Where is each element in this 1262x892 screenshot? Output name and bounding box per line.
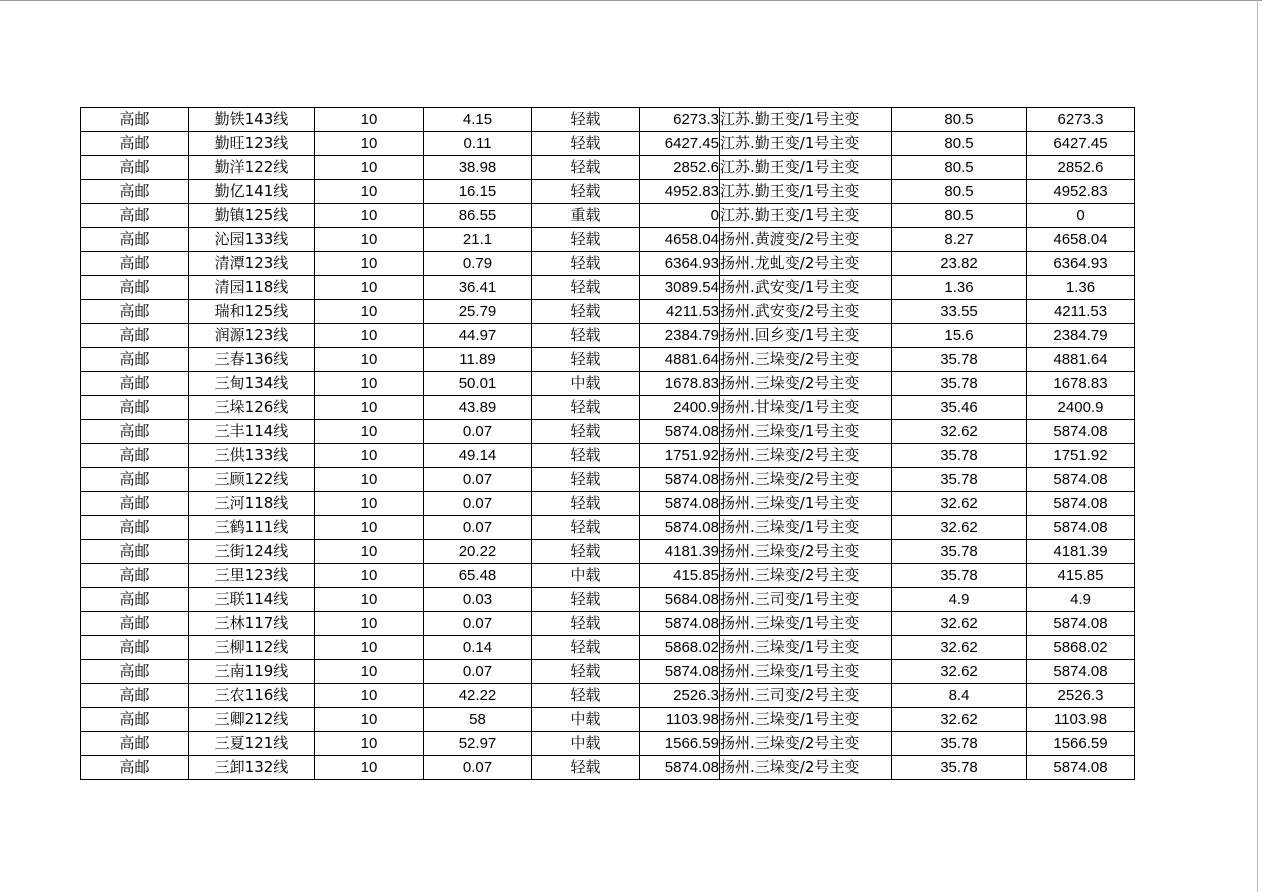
load-status-cell[interactable]: 轻载 bbox=[532, 228, 640, 252]
city-cell[interactable]: 高邮 bbox=[81, 108, 189, 132]
capacity-cell[interactable]: 4658.04 bbox=[640, 228, 720, 252]
value-cell[interactable]: 4881.64 bbox=[1027, 348, 1135, 372]
line-name-cell[interactable]: 勤亿141线 bbox=[189, 180, 315, 204]
line-name-cell[interactable]: 清园118线 bbox=[189, 276, 315, 300]
voltage-cell[interactable]: 10 bbox=[315, 276, 424, 300]
length-cell[interactable]: 86.55 bbox=[424, 204, 532, 228]
page-right-border bbox=[1257, 0, 1258, 892]
rate-cell[interactable]: 15.6 bbox=[892, 324, 1027, 348]
voltage-cell[interactable]: 10 bbox=[315, 228, 424, 252]
voltage-cell[interactable]: 10 bbox=[315, 564, 424, 588]
substation-cell[interactable]: 扬州.三垛变/2号主变 bbox=[720, 540, 892, 564]
capacity-cell[interactable]: 2384.79 bbox=[640, 324, 720, 348]
capacity-cell[interactable]: 4952.83 bbox=[640, 180, 720, 204]
voltage-cell[interactable]: 10 bbox=[315, 108, 424, 132]
value-cell[interactable]: 4211.53 bbox=[1027, 300, 1135, 324]
city-cell[interactable]: 高邮 bbox=[81, 228, 189, 252]
length-cell[interactable]: 0.07 bbox=[424, 660, 532, 684]
value-cell[interactable]: 2852.6 bbox=[1027, 156, 1135, 180]
load-status-cell[interactable]: 轻载 bbox=[532, 420, 640, 444]
value-cell[interactable]: 5868.02 bbox=[1027, 636, 1135, 660]
city-cell[interactable]: 高邮 bbox=[81, 396, 189, 420]
load-status-cell[interactable]: 轻载 bbox=[532, 468, 640, 492]
voltage-cell[interactable]: 10 bbox=[315, 420, 424, 444]
voltage-cell[interactable]: 10 bbox=[315, 588, 424, 612]
capacity-cell[interactable]: 5874.08 bbox=[640, 420, 720, 444]
load-status-cell[interactable]: 轻载 bbox=[532, 492, 640, 516]
voltage-cell[interactable]: 10 bbox=[315, 372, 424, 396]
capacity-cell[interactable]: 5868.02 bbox=[640, 636, 720, 660]
length-cell[interactable]: 0.79 bbox=[424, 252, 532, 276]
rate-cell[interactable]: 35.78 bbox=[892, 348, 1027, 372]
line-name-cell[interactable]: 沁园133线 bbox=[189, 228, 315, 252]
value-cell[interactable]: 1751.92 bbox=[1027, 444, 1135, 468]
substation-cell[interactable]: 扬州.三垛变/2号主变 bbox=[720, 444, 892, 468]
capacity-cell[interactable]: 4181.39 bbox=[640, 540, 720, 564]
line-name-cell[interactable]: 清潭123线 bbox=[189, 252, 315, 276]
load-status-cell[interactable]: 轻载 bbox=[532, 588, 640, 612]
substation-cell[interactable]: 扬州.三垛变/1号主变 bbox=[720, 636, 892, 660]
line-name-cell[interactable]: 三春136线 bbox=[189, 348, 315, 372]
voltage-cell[interactable]: 10 bbox=[315, 204, 424, 228]
capacity-cell[interactable]: 5874.08 bbox=[640, 756, 720, 780]
table-row[interactable] bbox=[81, 276, 1135, 300]
voltage-cell[interactable]: 10 bbox=[315, 324, 424, 348]
substation-cell[interactable]: 扬州.三司变/2号主变 bbox=[720, 684, 892, 708]
table-row[interactable] bbox=[81, 132, 1135, 156]
voltage-cell[interactable]: 10 bbox=[315, 396, 424, 420]
rate-cell[interactable]: 35.78 bbox=[892, 372, 1027, 396]
value-cell[interactable]: 4.9 bbox=[1027, 588, 1135, 612]
voltage-cell[interactable]: 10 bbox=[315, 444, 424, 468]
load-status-cell[interactable]: 中载 bbox=[532, 732, 640, 756]
line-name-cell[interactable]: 三垛126线 bbox=[189, 396, 315, 420]
length-cell[interactable]: 25.79 bbox=[424, 300, 532, 324]
capacity-cell[interactable]: 1103.98 bbox=[640, 708, 720, 732]
value-cell[interactable]: 0 bbox=[1027, 204, 1135, 228]
load-status-cell[interactable]: 轻载 bbox=[532, 108, 640, 132]
length-cell[interactable]: 11.89 bbox=[424, 348, 532, 372]
value-cell[interactable]: 2400.9 bbox=[1027, 396, 1135, 420]
rate-cell[interactable]: 35.78 bbox=[892, 444, 1027, 468]
length-cell[interactable]: 49.14 bbox=[424, 444, 532, 468]
value-cell[interactable]: 1.36 bbox=[1027, 276, 1135, 300]
line-name-cell[interactable]: 三供133线 bbox=[189, 444, 315, 468]
rate-cell[interactable]: 35.78 bbox=[892, 732, 1027, 756]
substation-cell[interactable]: 江苏.勤王变/1号主变 bbox=[720, 108, 892, 132]
capacity-cell[interactable]: 5874.08 bbox=[640, 516, 720, 540]
city-cell[interactable]: 高邮 bbox=[81, 660, 189, 684]
city-cell[interactable]: 高邮 bbox=[81, 564, 189, 588]
length-cell[interactable]: 4.15 bbox=[424, 108, 532, 132]
value-cell[interactable]: 4658.04 bbox=[1027, 228, 1135, 252]
table-row[interactable] bbox=[81, 564, 1135, 588]
capacity-cell[interactable]: 2400.9 bbox=[640, 396, 720, 420]
value-cell[interactable]: 5874.08 bbox=[1027, 516, 1135, 540]
substation-cell[interactable]: 扬州.三垛变/1号主变 bbox=[720, 516, 892, 540]
length-cell[interactable]: 50.01 bbox=[424, 372, 532, 396]
length-cell[interactable]: 0.07 bbox=[424, 492, 532, 516]
city-cell[interactable]: 高邮 bbox=[81, 300, 189, 324]
line-name-cell[interactable]: 三河118线 bbox=[189, 492, 315, 516]
load-status-cell[interactable]: 轻载 bbox=[532, 756, 640, 780]
voltage-cell[interactable]: 10 bbox=[315, 660, 424, 684]
length-cell[interactable]: 0.07 bbox=[424, 612, 532, 636]
voltage-cell[interactable]: 10 bbox=[315, 300, 424, 324]
length-cell[interactable]: 42.22 bbox=[424, 684, 532, 708]
load-status-cell[interactable]: 中载 bbox=[532, 708, 640, 732]
substation-cell[interactable]: 扬州.三垛变/1号主变 bbox=[720, 660, 892, 684]
substation-cell[interactable]: 扬州.武安变/2号主变 bbox=[720, 300, 892, 324]
city-cell[interactable]: 高邮 bbox=[81, 732, 189, 756]
capacity-cell[interactable]: 6273.3 bbox=[640, 108, 720, 132]
substation-cell[interactable]: 扬州.三垛变/1号主变 bbox=[720, 420, 892, 444]
city-cell[interactable]: 高邮 bbox=[81, 420, 189, 444]
length-cell[interactable]: 20.22 bbox=[424, 540, 532, 564]
city-cell[interactable]: 高邮 bbox=[81, 444, 189, 468]
voltage-cell[interactable]: 10 bbox=[315, 636, 424, 660]
load-status-cell[interactable]: 轻载 bbox=[532, 348, 640, 372]
line-name-cell[interactable]: 三柳112线 bbox=[189, 636, 315, 660]
table-row[interactable] bbox=[81, 444, 1135, 468]
length-cell[interactable]: 0.14 bbox=[424, 636, 532, 660]
voltage-cell[interactable]: 10 bbox=[315, 492, 424, 516]
length-cell[interactable]: 65.48 bbox=[424, 564, 532, 588]
substation-cell[interactable]: 江苏.勤王变/1号主变 bbox=[720, 156, 892, 180]
table-row[interactable] bbox=[81, 156, 1135, 180]
voltage-cell[interactable]: 10 bbox=[315, 468, 424, 492]
load-status-cell[interactable]: 轻载 bbox=[532, 276, 640, 300]
load-status-cell[interactable]: 轻载 bbox=[532, 252, 640, 276]
capacity-cell[interactable]: 5874.08 bbox=[640, 660, 720, 684]
capacity-cell[interactable]: 4881.64 bbox=[640, 348, 720, 372]
rate-cell[interactable]: 35.78 bbox=[892, 468, 1027, 492]
table-row[interactable] bbox=[81, 108, 1135, 132]
rate-cell[interactable]: 32.62 bbox=[892, 708, 1027, 732]
line-name-cell[interactable]: 瑞和125线 bbox=[189, 300, 315, 324]
load-status-cell[interactable]: 轻载 bbox=[532, 612, 640, 636]
substation-cell[interactable]: 扬州.回乡变/1号主变 bbox=[720, 324, 892, 348]
voltage-cell[interactable]: 10 bbox=[315, 516, 424, 540]
value-cell[interactable]: 5874.08 bbox=[1027, 468, 1135, 492]
rate-cell[interactable]: 35.78 bbox=[892, 564, 1027, 588]
table-row[interactable] bbox=[81, 204, 1135, 228]
rate-cell[interactable]: 32.62 bbox=[892, 636, 1027, 660]
voltage-cell[interactable]: 10 bbox=[315, 708, 424, 732]
table-row[interactable] bbox=[81, 228, 1135, 252]
line-name-cell[interactable]: 三甸134线 bbox=[189, 372, 315, 396]
capacity-cell[interactable]: 1678.83 bbox=[640, 372, 720, 396]
capacity-cell[interactable]: 1566.59 bbox=[640, 732, 720, 756]
substation-cell[interactable]: 江苏.勤王变/1号主变 bbox=[720, 132, 892, 156]
load-status-cell[interactable]: 轻载 bbox=[532, 636, 640, 660]
city-cell[interactable]: 高邮 bbox=[81, 348, 189, 372]
city-cell[interactable]: 高邮 bbox=[81, 132, 189, 156]
city-cell[interactable]: 高邮 bbox=[81, 204, 189, 228]
line-name-cell[interactable]: 勤洋122线 bbox=[189, 156, 315, 180]
value-cell[interactable]: 4952.83 bbox=[1027, 180, 1135, 204]
table-row[interactable] bbox=[81, 660, 1135, 684]
substation-cell[interactable]: 扬州.三司变/1号主变 bbox=[720, 588, 892, 612]
capacity-cell[interactable]: 1751.92 bbox=[640, 444, 720, 468]
load-status-cell[interactable]: 中载 bbox=[532, 564, 640, 588]
city-cell[interactable]: 高邮 bbox=[81, 252, 189, 276]
substation-cell[interactable]: 扬州.三垛变/1号主变 bbox=[720, 492, 892, 516]
line-name-cell[interactable]: 三卸132线 bbox=[189, 756, 315, 780]
load-status-cell[interactable]: 轻载 bbox=[532, 684, 640, 708]
substation-cell[interactable]: 扬州.三垛变/1号主变 bbox=[720, 708, 892, 732]
line-name-cell[interactable]: 三卿212线 bbox=[189, 708, 315, 732]
page-top-border bbox=[0, 0, 1262, 1]
load-status-cell[interactable]: 重载 bbox=[532, 204, 640, 228]
rate-cell[interactable]: 80.5 bbox=[892, 108, 1027, 132]
length-cell[interactable]: 38.98 bbox=[424, 156, 532, 180]
substation-cell[interactable]: 扬州.三垛变/2号主变 bbox=[720, 348, 892, 372]
load-status-cell[interactable]: 轻载 bbox=[532, 324, 640, 348]
length-cell[interactable]: 0.07 bbox=[424, 468, 532, 492]
rate-cell[interactable]: 32.62 bbox=[892, 660, 1027, 684]
city-cell[interactable]: 高邮 bbox=[81, 180, 189, 204]
city-cell[interactable]: 高邮 bbox=[81, 372, 189, 396]
city-cell[interactable]: 高邮 bbox=[81, 588, 189, 612]
value-cell[interactable]: 6273.3 bbox=[1027, 108, 1135, 132]
load-status-cell[interactable]: 轻载 bbox=[532, 396, 640, 420]
rate-cell[interactable]: 80.5 bbox=[892, 204, 1027, 228]
table-row[interactable] bbox=[81, 732, 1135, 756]
rate-cell[interactable]: 4.9 bbox=[892, 588, 1027, 612]
city-cell[interactable]: 高邮 bbox=[81, 324, 189, 348]
voltage-cell[interactable]: 10 bbox=[315, 732, 424, 756]
substation-cell[interactable]: 扬州.三垛变/2号主变 bbox=[720, 732, 892, 756]
line-name-cell[interactable]: 三丰114线 bbox=[189, 420, 315, 444]
length-cell[interactable]: 52.97 bbox=[424, 732, 532, 756]
table-row[interactable] bbox=[81, 252, 1135, 276]
table-row[interactable] bbox=[81, 492, 1135, 516]
table-row[interactable] bbox=[81, 756, 1135, 780]
rate-cell[interactable]: 32.62 bbox=[892, 492, 1027, 516]
length-cell[interactable]: 43.89 bbox=[424, 396, 532, 420]
table-row[interactable] bbox=[81, 708, 1135, 732]
rate-cell[interactable]: 8.27 bbox=[892, 228, 1027, 252]
city-cell[interactable]: 高邮 bbox=[81, 492, 189, 516]
table-row[interactable] bbox=[81, 372, 1135, 396]
voltage-cell[interactable]: 10 bbox=[315, 612, 424, 636]
table-body bbox=[81, 108, 1135, 780]
line-name-cell[interactable]: 勤旺123线 bbox=[189, 132, 315, 156]
voltage-cell[interactable]: 10 bbox=[315, 156, 424, 180]
table-row[interactable] bbox=[81, 300, 1135, 324]
line-name-cell[interactable]: 三林117线 bbox=[189, 612, 315, 636]
rate-cell[interactable]: 32.62 bbox=[892, 612, 1027, 636]
voltage-cell[interactable]: 10 bbox=[315, 540, 424, 564]
load-status-cell[interactable]: 轻载 bbox=[532, 132, 640, 156]
value-cell[interactable]: 2384.79 bbox=[1027, 324, 1135, 348]
rate-cell[interactable]: 80.5 bbox=[892, 156, 1027, 180]
load-status-cell[interactable]: 轻载 bbox=[532, 516, 640, 540]
length-cell[interactable]: 58 bbox=[424, 708, 532, 732]
city-cell[interactable]: 高邮 bbox=[81, 156, 189, 180]
capacity-cell[interactable]: 6364.93 bbox=[640, 252, 720, 276]
capacity-cell[interactable]: 5684.08 bbox=[640, 588, 720, 612]
value-cell[interactable]: 5874.08 bbox=[1027, 660, 1135, 684]
city-cell[interactable]: 高邮 bbox=[81, 540, 189, 564]
length-cell[interactable]: 0.07 bbox=[424, 516, 532, 540]
table-row[interactable] bbox=[81, 684, 1135, 708]
voltage-cell[interactable]: 10 bbox=[315, 252, 424, 276]
city-cell[interactable]: 高邮 bbox=[81, 612, 189, 636]
city-cell[interactable]: 高邮 bbox=[81, 684, 189, 708]
line-name-cell[interactable]: 三联114线 bbox=[189, 588, 315, 612]
value-cell[interactable]: 6427.45 bbox=[1027, 132, 1135, 156]
length-cell[interactable]: 0.11 bbox=[424, 132, 532, 156]
table-row[interactable] bbox=[81, 348, 1135, 372]
city-cell[interactable]: 高邮 bbox=[81, 516, 189, 540]
substation-cell[interactable]: 扬州.三垛变/2号主变 bbox=[720, 372, 892, 396]
substation-cell[interactable]: 扬州.甘垛变/1号主变 bbox=[720, 396, 892, 420]
city-cell[interactable]: 高邮 bbox=[81, 276, 189, 300]
rate-cell[interactable]: 35.78 bbox=[892, 540, 1027, 564]
line-name-cell[interactable]: 三顾122线 bbox=[189, 468, 315, 492]
value-cell[interactable]: 6364.93 bbox=[1027, 252, 1135, 276]
length-cell[interactable]: 44.97 bbox=[424, 324, 532, 348]
capacity-cell[interactable]: 415.85 bbox=[640, 564, 720, 588]
capacity-cell[interactable]: 0 bbox=[640, 204, 720, 228]
line-name-cell[interactable]: 三鹤111线 bbox=[189, 516, 315, 540]
load-status-cell[interactable]: 轻载 bbox=[532, 660, 640, 684]
rate-cell[interactable]: 80.5 bbox=[892, 132, 1027, 156]
voltage-cell[interactable]: 10 bbox=[315, 132, 424, 156]
substation-cell[interactable]: 扬州.龙虬变/2号主变 bbox=[720, 252, 892, 276]
voltage-cell[interactable]: 10 bbox=[315, 756, 424, 780]
substation-cell[interactable]: 江苏.勤王变/1号主变 bbox=[720, 204, 892, 228]
substation-cell[interactable]: 扬州.三垛变/2号主变 bbox=[720, 564, 892, 588]
city-cell[interactable]: 高邮 bbox=[81, 708, 189, 732]
data-table bbox=[80, 107, 1135, 780]
rate-cell[interactable]: 33.55 bbox=[892, 300, 1027, 324]
load-status-cell[interactable]: 轻载 bbox=[532, 180, 640, 204]
value-cell[interactable]: 415.85 bbox=[1027, 564, 1135, 588]
value-cell[interactable]: 2526.3 bbox=[1027, 684, 1135, 708]
value-cell[interactable]: 1566.59 bbox=[1027, 732, 1135, 756]
rate-cell[interactable]: 1.36 bbox=[892, 276, 1027, 300]
rate-cell[interactable]: 80.5 bbox=[892, 180, 1027, 204]
capacity-cell[interactable]: 2852.6 bbox=[640, 156, 720, 180]
voltage-cell[interactable]: 10 bbox=[315, 684, 424, 708]
rate-cell[interactable]: 35.46 bbox=[892, 396, 1027, 420]
value-cell[interactable]: 1678.83 bbox=[1027, 372, 1135, 396]
rate-cell[interactable]: 32.62 bbox=[892, 420, 1027, 444]
capacity-cell[interactable]: 5874.08 bbox=[640, 612, 720, 636]
value-cell[interactable]: 4181.39 bbox=[1027, 540, 1135, 564]
voltage-cell[interactable]: 10 bbox=[315, 348, 424, 372]
load-status-cell[interactable]: 轻载 bbox=[532, 444, 640, 468]
city-cell[interactable]: 高邮 bbox=[81, 468, 189, 492]
capacity-cell[interactable]: 5874.08 bbox=[640, 492, 720, 516]
value-cell[interactable]: 5874.08 bbox=[1027, 420, 1135, 444]
table-row[interactable] bbox=[81, 540, 1135, 564]
line-name-cell[interactable]: 三夏121线 bbox=[189, 732, 315, 756]
line-name-cell[interactable]: 三南119线 bbox=[189, 660, 315, 684]
value-cell[interactable]: 5874.08 bbox=[1027, 612, 1135, 636]
voltage-cell[interactable]: 10 bbox=[315, 180, 424, 204]
line-name-cell[interactable]: 勤镇125线 bbox=[189, 204, 315, 228]
table-row[interactable] bbox=[81, 612, 1135, 636]
table-row[interactable] bbox=[81, 180, 1135, 204]
table-row[interactable] bbox=[81, 516, 1135, 540]
value-cell[interactable]: 5874.08 bbox=[1027, 756, 1135, 780]
length-cell[interactable]: 0.07 bbox=[424, 420, 532, 444]
length-cell[interactable]: 0.03 bbox=[424, 588, 532, 612]
table-row[interactable] bbox=[81, 396, 1135, 420]
table-row[interactable] bbox=[81, 636, 1135, 660]
rate-cell[interactable]: 32.62 bbox=[892, 516, 1027, 540]
table-row[interactable] bbox=[81, 468, 1135, 492]
substation-cell[interactable]: 扬州.三垛变/2号主变 bbox=[720, 468, 892, 492]
substation-cell[interactable]: 江苏.勤王变/1号主变 bbox=[720, 180, 892, 204]
length-cell[interactable]: 36.41 bbox=[424, 276, 532, 300]
line-name-cell[interactable]: 润源123线 bbox=[189, 324, 315, 348]
capacity-cell[interactable]: 3089.54 bbox=[640, 276, 720, 300]
substation-cell[interactable]: 扬州.三垛变/2号主变 bbox=[720, 756, 892, 780]
length-cell[interactable]: 16.15 bbox=[424, 180, 532, 204]
substation-cell[interactable]: 扬州.武安变/1号主变 bbox=[720, 276, 892, 300]
line-name-cell[interactable]: 三农116线 bbox=[189, 684, 315, 708]
capacity-cell[interactable]: 6427.45 bbox=[640, 132, 720, 156]
load-status-cell[interactable]: 轻载 bbox=[532, 156, 640, 180]
value-cell[interactable]: 5874.08 bbox=[1027, 492, 1135, 516]
load-status-cell[interactable]: 轻载 bbox=[532, 300, 640, 324]
rate-cell[interactable]: 23.82 bbox=[892, 252, 1027, 276]
capacity-cell[interactable]: 5874.08 bbox=[640, 468, 720, 492]
line-name-cell[interactable]: 勤铁143线 bbox=[189, 108, 315, 132]
value-cell[interactable]: 1103.98 bbox=[1027, 708, 1135, 732]
city-cell[interactable]: 高邮 bbox=[81, 756, 189, 780]
length-cell[interactable]: 0.07 bbox=[424, 756, 532, 780]
rate-cell[interactable]: 35.78 bbox=[892, 756, 1027, 780]
substation-cell[interactable]: 扬州.三垛变/1号主变 bbox=[720, 612, 892, 636]
rate-cell[interactable]: 8.4 bbox=[892, 684, 1027, 708]
capacity-cell[interactable]: 2526.3 bbox=[640, 684, 720, 708]
table-row[interactable] bbox=[81, 324, 1135, 348]
line-name-cell[interactable]: 三街124线 bbox=[189, 540, 315, 564]
load-status-cell[interactable]: 中载 bbox=[532, 372, 640, 396]
table-row[interactable] bbox=[81, 420, 1135, 444]
city-cell[interactable]: 高邮 bbox=[81, 636, 189, 660]
capacity-cell[interactable]: 4211.53 bbox=[640, 300, 720, 324]
line-name-cell[interactable]: 三里123线 bbox=[189, 564, 315, 588]
substation-cell[interactable]: 扬州.黄渡变/2号主变 bbox=[720, 228, 892, 252]
length-cell[interactable]: 21.1 bbox=[424, 228, 532, 252]
table-row[interactable] bbox=[81, 588, 1135, 612]
load-status-cell[interactable]: 轻载 bbox=[532, 540, 640, 564]
